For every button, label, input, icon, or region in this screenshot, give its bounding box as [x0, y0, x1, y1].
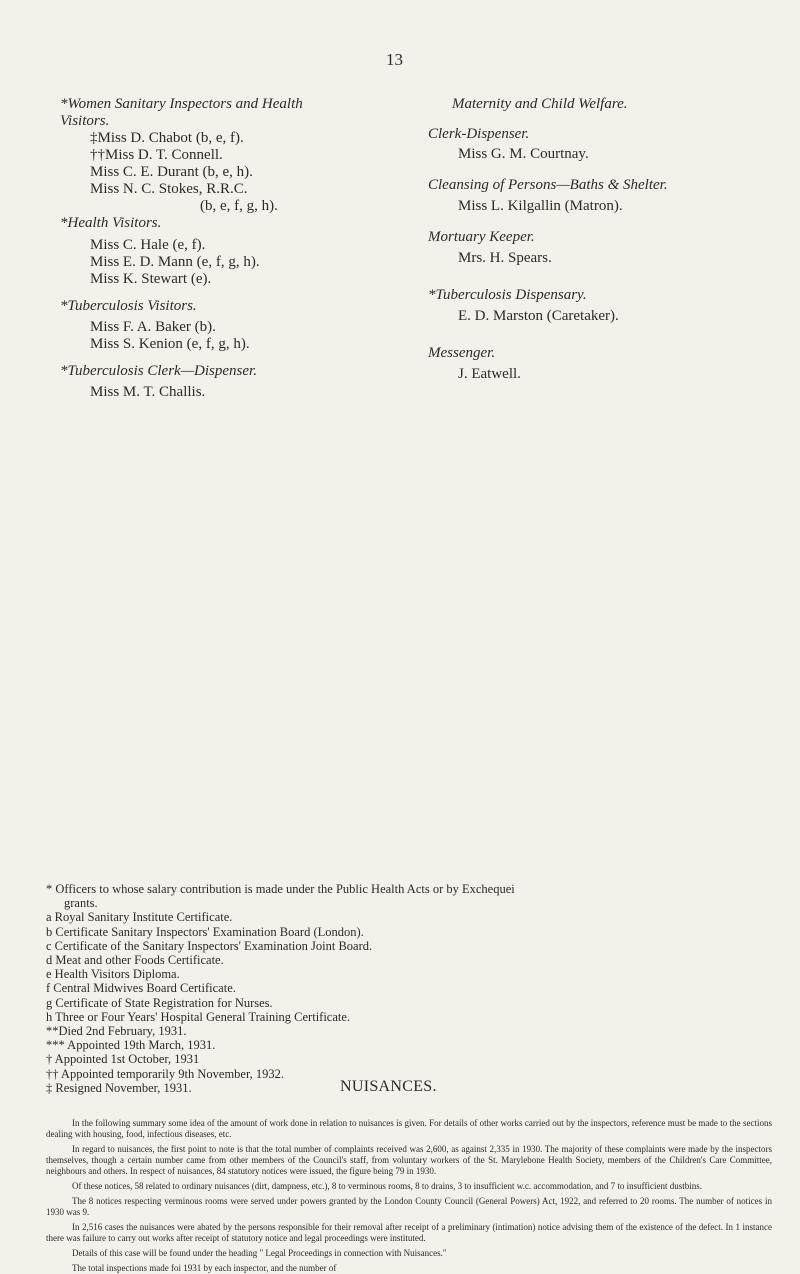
staff-name: Miss C. Hale (e, f). — [90, 237, 206, 253]
heading-women-inspectors-cont: Visitors. — [60, 113, 110, 129]
staff-name: Miss F. A. Baker (b). — [90, 319, 216, 335]
section-title: NUISANCES. — [340, 1078, 437, 1095]
staff-name: ‡Miss D. Chabot (b, e, f). — [90, 130, 244, 146]
footnote: b Certificate Sanitary Inspectors' Examination Board (London). — [46, 924, 364, 939]
footnote: h Three or Four Years' Hospital General Training Certificate. — [46, 1009, 351, 1024]
paragraph — [46, 1263, 772, 1274]
heading-health-visitors: *Health Visitors. — [60, 215, 162, 231]
heading-tb-clerk: *Tuberculosis Clerk—Dispenser. — [60, 363, 257, 379]
staff-name: Miss G. M. Courtnay. — [458, 146, 589, 162]
staff-name: Miss C. E. Durant (b, e, h). — [90, 164, 253, 180]
paragraph — [46, 1144, 772, 1177]
footnote: ‡ Resigned November, 1931. — [46, 1080, 192, 1095]
footnotes — [46, 882, 776, 1095]
heading-tb-visitors: *Tuberculosis Visitors. — [60, 298, 197, 314]
footnote: a Royal Sanitary Institute Certificate. — [46, 910, 233, 925]
staff-name: Miss N. C. Stokes, R.R.C. — [90, 181, 248, 197]
paragraph — [46, 1196, 772, 1218]
footnote: c Certificate of the Sanitary Inspectors' Examination Joint Board. — [46, 938, 373, 953]
heading-mortuary: Mortuary Keeper. — [428, 229, 535, 245]
staff-name: Miss K. Stewart (e). — [90, 271, 212, 287]
paragraph-text: In the following summary some idea of the amount of work done in relation to nuisances is given. For details of other works carried out by the inspectors, reference must be made to the sections dealing with housing, food, infectious diseases, etc. — [46, 1118, 772, 1139]
heading-cleansing: Cleansing of Persons—Baths & Shelter. — [428, 177, 668, 193]
footnote: †† Appointed temporarily 9th November, 1932. — [46, 1066, 285, 1081]
staff-name: Miss S. Kenion (e, f, g, h). — [90, 336, 250, 352]
footnote: e Health Visitors Diploma. — [46, 967, 180, 982]
staff-qualifications: (b, e, f, g, h). — [200, 198, 278, 214]
footnote: *** Appointed 19th March, 1931. — [46, 1038, 216, 1053]
paragraph — [46, 1118, 772, 1140]
footnote: g Certificate of State Registration for Nurses. — [46, 995, 273, 1010]
footnote: **Died 2nd February, 1931. — [46, 1024, 187, 1039]
heading-women-inspectors: *Women Sanitary Inspectors and Health — [60, 96, 303, 112]
footnote: * Officers to whose salary contribution is made under the Public Health Acts or by Exchequei — [46, 882, 515, 896]
staff-name: Miss M. T. Challis. — [90, 384, 206, 400]
paragraph — [46, 1181, 772, 1192]
right-staff-column — [428, 96, 778, 383]
footnote: † Appointed 1st October, 1931 — [46, 1052, 200, 1067]
page-number: 13 — [386, 50, 403, 69]
left-staff-column — [60, 96, 410, 401]
paragraph-text: In 2,516 cases the nuisances were abated by the persons responsible for their removal after receipt of a preliminary (intimation) notice advising them of the existence of the defect. In 1 instance there was failure to carry out works after receipt of statutory notice and legal proceedings were instituted. — [46, 1222, 772, 1243]
paragraph-text: Details of this case will be found under the heading " Legal Proceedings in connection with Nuisances." — [72, 1248, 447, 1259]
paragraph-text: The 8 notices respecting verminous rooms were served under powers granted by the London County Council (General Powers) Act, 1922, and referred to 20 rooms. The number of notices in 1930 was 9. — [46, 1196, 772, 1217]
footnote: d Meat and other Foods Certificate. — [46, 953, 224, 968]
heading-clerk-dispenser: Clerk-Dispenser. — [428, 126, 530, 142]
footnote: f Central Midwives Board Certificate. — [46, 981, 236, 996]
heading-tb-dispensary: *Tuberculosis Dispensary. — [428, 287, 587, 303]
paragraph — [46, 1248, 772, 1259]
paragraph-text: Of these notices, 58 related to ordinary nuisances (dirt, dampness, etc.), 8 to verminous rooms, 8 to drains, 3 to insufficient w.c. accommodation, and 7 to insufficient dustbins. — [72, 1181, 702, 1191]
paragraph-text: In regard to nuisances, the first point to note is that the total number of complaints received was 2,600, as against 2,335 in 1930. The majority of these complaints were made by the inspectors themselves, though a certain number came from other members of the Council's staff, from voluntary workers of the St. Marylebone Health Society, members of the Children's Care Committee, neighbours and others. In respect of nuisances, 84 statutory notices were issued, the figure being 79 in 1930. — [46, 1144, 772, 1176]
staff-name: E. D. Marston (Caretaker). — [458, 308, 619, 324]
staff-name: ††Miss D. T. Connell. — [90, 147, 223, 163]
staff-name: Mrs. H. Spears. — [458, 250, 552, 266]
footnote: grants. — [64, 896, 98, 911]
paragraph — [46, 1222, 772, 1244]
heading-messenger: Messenger. — [428, 345, 496, 361]
staff-name: Miss L. Kilgallin (Matron). — [458, 198, 623, 214]
staff-name: Miss E. D. Mann (e, f, g, h). — [90, 254, 260, 270]
heading-maternity: Maternity and Child Welfare. — [452, 96, 628, 112]
staff-name: J. Eatwell. — [458, 366, 521, 382]
paragraph-text: The total inspections made foi 1931 by each inspector, and the number of — [72, 1263, 337, 1274]
